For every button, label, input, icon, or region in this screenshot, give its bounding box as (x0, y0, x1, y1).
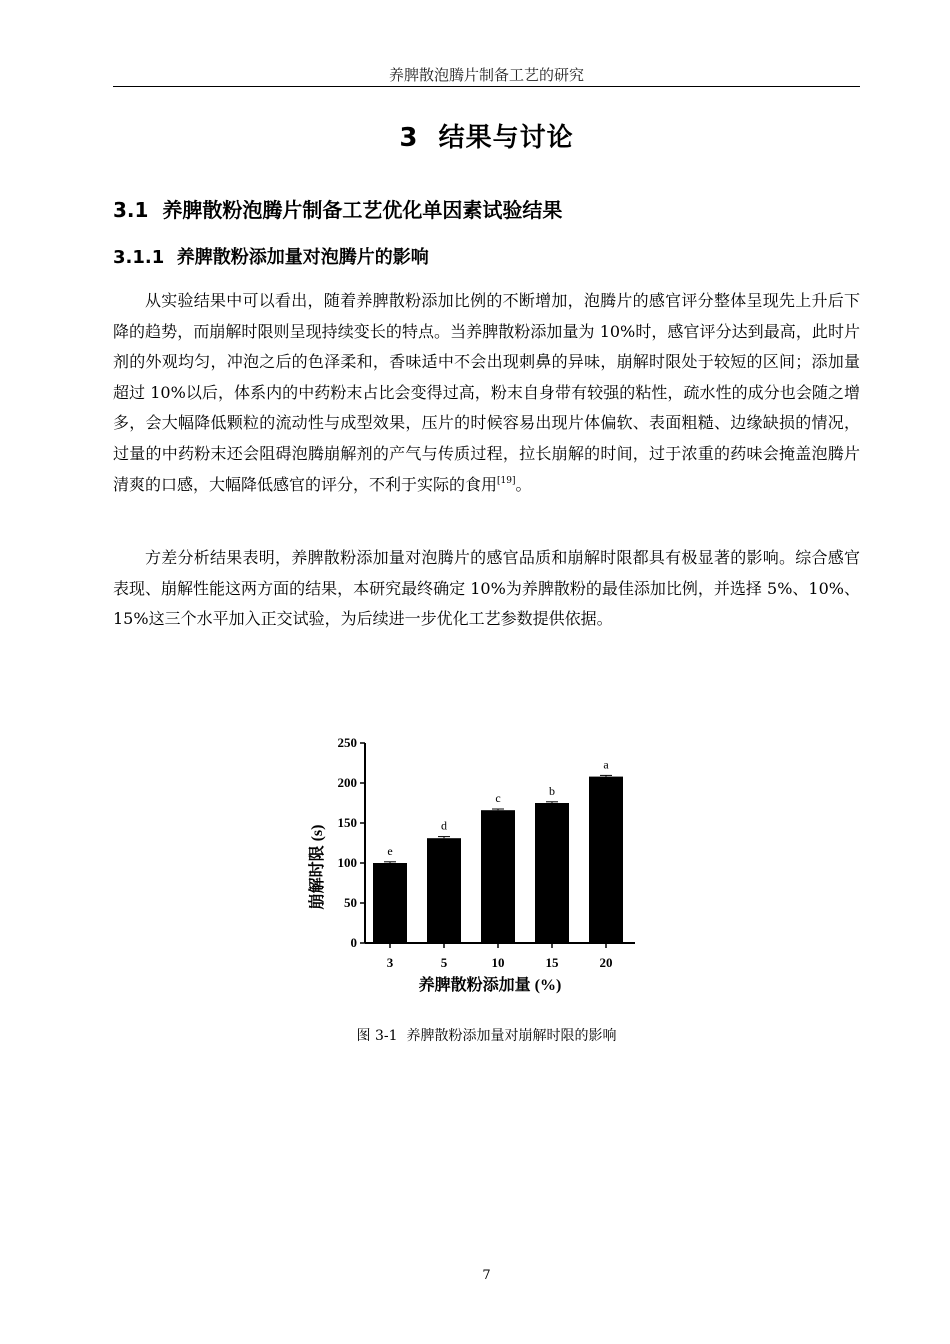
chart-y-tick-label: 150 (337, 815, 357, 830)
chapter-title: 3 结果与讨论 (399, 123, 574, 153)
chart-significance-label: c (495, 791, 501, 805)
chart-y-tick-label: 250 (337, 735, 357, 750)
paragraph-1-text: 从实验结果中可以看出，随着养脾散粉添加比例的不断增加，泡腾片的感官评分整体呈现先上升后下降的趋势，而崩解时限则呈现持续变长的特点。当养脾散粉添加量为 10%时，感官评分达到最高，此时片剂的外观均匀，冲泡之后的色泽柔和，香味适中不会出现刺鼻的异味，崩解时限处于较短的区间；添加量超过 10%以后，体系内的中药粉末占比会变得过高，粉末自身带有较强的粘性，疏水性的成分也会随之增多，会大幅降低颗粒的流动性与成型效果，压片的时候容易出现片体偏软、表面粗糙、边缘缺损的情况，过量的中药粉末还会阻碍泡腾崩解剂的产气与传质过程，拉长崩解的时间，过于浓重的药味会掩盖泡腾片清爽的口感，大幅降低感官的评分，不利于实际的食用 (113, 291, 860, 494)
chart-x-tick-label: 15 (545, 955, 559, 970)
page-number: 7 (482, 1268, 491, 1283)
chart-bar (589, 777, 623, 943)
chart-bar (535, 803, 569, 943)
chart-x-tick-label: 3 (386, 955, 394, 970)
disintegration-time-chart (290, 725, 650, 1005)
chart-y-axis-label: 崩解时限 (s) (309, 824, 326, 910)
chart-x-axis-label: 养脾散粉添加量 (%) (418, 977, 562, 994)
chart-y-tick-label: 200 (337, 775, 357, 790)
body-paragraph-2: 方差分析结果表明，养脾散粉添加量对泡腾片的感官品质和崩解时限都具有极显著的影响。综合感官表现、崩解性能这两方面的结果，本研究最终确定 10%为养脾散粉的最佳添加比例，并选择 5%、10%、15%这三个水平加入正交试验，为后续进一步优化工艺参数提供依据。 (113, 548, 860, 629)
chart-x-tick-label: 10 (491, 955, 505, 970)
chart-y-tick-label: 50 (344, 895, 357, 910)
chart-significance-label: a (603, 757, 609, 772)
section-title: 3.1 养脾散粉泡腾片制备工艺优化单因素试验结果 (113, 198, 563, 222)
chart-significance-label: e (387, 843, 393, 858)
paragraph-1-end: 。 (515, 474, 532, 494)
chart-y-tick-label: 0 (350, 935, 357, 950)
running-header: 养脾散泡腾片制备工艺的研究 (388, 66, 584, 84)
chart-bar (427, 838, 461, 943)
chart-bar (481, 810, 515, 943)
body-paragraph-1 (113, 286, 860, 500)
figure-caption: 图 3-1 养脾散粉添加量对崩解时限的影响 (356, 1028, 617, 1044)
chart-significance-label: d (441, 818, 447, 833)
chart-x-tick-label: 5 (440, 955, 448, 970)
chart-x-tick-label: 20 (599, 955, 613, 970)
citation[interactable]: [19] (497, 475, 516, 486)
chart-y-tick-label: 100 (337, 855, 357, 870)
chart-significance-label: b (549, 783, 555, 798)
chart-bar (373, 863, 407, 943)
subsection-title: 3.1.1 养脾散粉添加量对泡腾片的影响 (113, 247, 429, 268)
header-rule (113, 86, 860, 87)
